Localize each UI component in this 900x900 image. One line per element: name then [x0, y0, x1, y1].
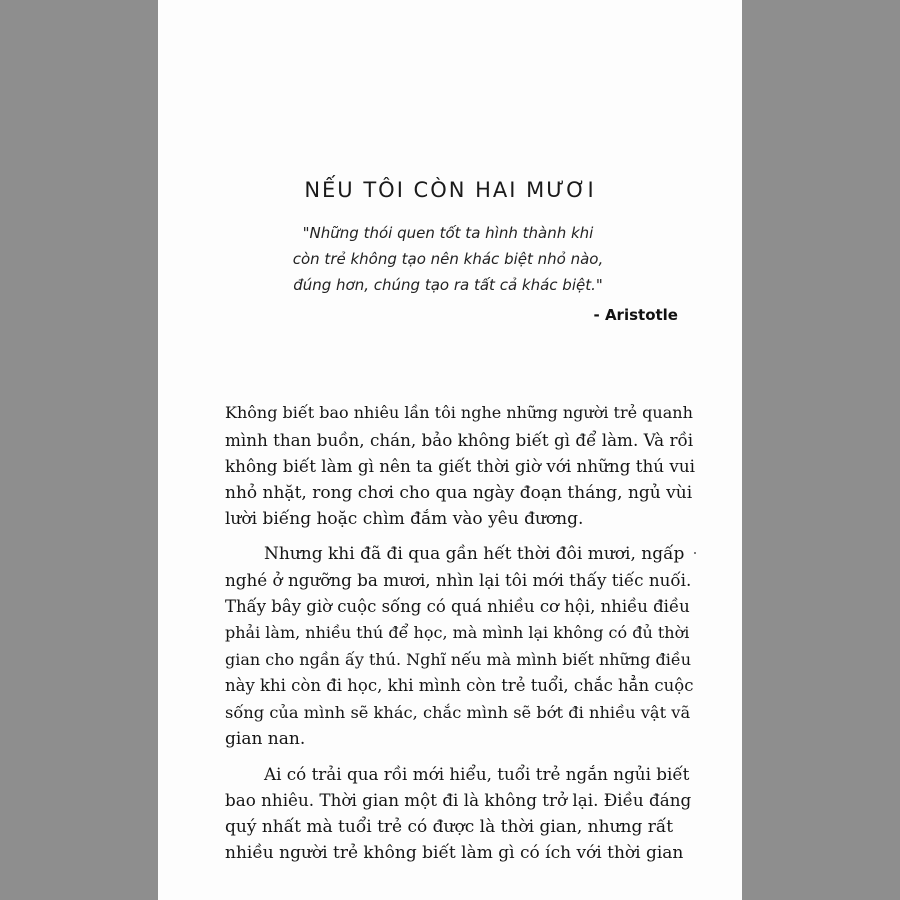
epigraph-line: "Những thói quen tốt ta hình thành khi	[302, 224, 594, 242]
text-line: Không biết bao nhiêu lần tôi nghe những người trẻ quanh	[225, 403, 693, 422]
text-line: sống của mình sẽ khác, chắc mình sẽ bớt đi nhiều vật vã	[225, 702, 691, 722]
text-line: lười biếng hoặc chìm đắm vào yêu đương.	[225, 509, 584, 529]
chapter-title: NẾU TÔI CÒN HAI MƯƠI	[304, 178, 596, 202]
text-line: Ai có trải qua rồi mới hiểu, tuổi trẻ ngắn ngủi biết	[264, 763, 690, 784]
epigraph-quote	[238, 220, 658, 298]
text-line: Nhưng khi đã đi qua gần hết thời đôi mươi, ngấp	[264, 543, 685, 564]
text-line: gian nan.	[225, 729, 306, 749]
body-text	[225, 400, 695, 875]
text-line: nhỏ nhặt, rong chơi cho qua ngày đoạn tháng, ngủ vùi	[225, 482, 693, 503]
scan-left-margin	[0, 0, 158, 900]
print-speck	[694, 552, 696, 554]
text-line: mình than buồn, chán, bảo không biết gì để làm. Và rồi	[225, 429, 694, 450]
text-line: này khi còn đi học, khi mình còn trẻ tuổi, chắc hẳn cuộc	[225, 676, 694, 695]
text-line: Thấy bây giờ cuộc sống có quá nhiều cơ hội, nhiều điều	[225, 596, 690, 616]
book-page	[158, 0, 742, 900]
text-line: bao nhiêu. Thời gian một đi là không trở lại. Điều đáng	[225, 790, 692, 810]
paragraph	[225, 400, 695, 533]
scan-right-margin	[742, 0, 900, 900]
text-line: phải làm, nhiều thú để học, mà mình lại không có đủ thời	[225, 623, 690, 642]
text-line: không biết làm gì nên ta giết thời giờ với những thú vui	[225, 456, 695, 476]
text-line: quý nhất mà tuổi trẻ có được là thời gian, nhưng rất	[225, 816, 674, 837]
epigraph-author: - Aristotle	[593, 306, 678, 324]
text-line: gian cho ngần ấy thú. Nghĩ nếu mà mình biết những điều	[225, 649, 691, 669]
epigraph-line: còn trẻ không tạo nên khác biệt nhỏ nào,	[292, 250, 604, 268]
text-line: nhiều người trẻ không biết làm gì có ích với thời gian	[225, 843, 684, 863]
epigraph-line: đúng hơn, chúng tạo ra tất cả khác biệt."	[293, 276, 603, 294]
text-line: nghé ở ngưỡng ba mươi, nhìn lại tôi mới thấy tiếc nuối.	[225, 570, 692, 590]
paragraph	[225, 541, 695, 753]
paragraph	[225, 761, 695, 867]
